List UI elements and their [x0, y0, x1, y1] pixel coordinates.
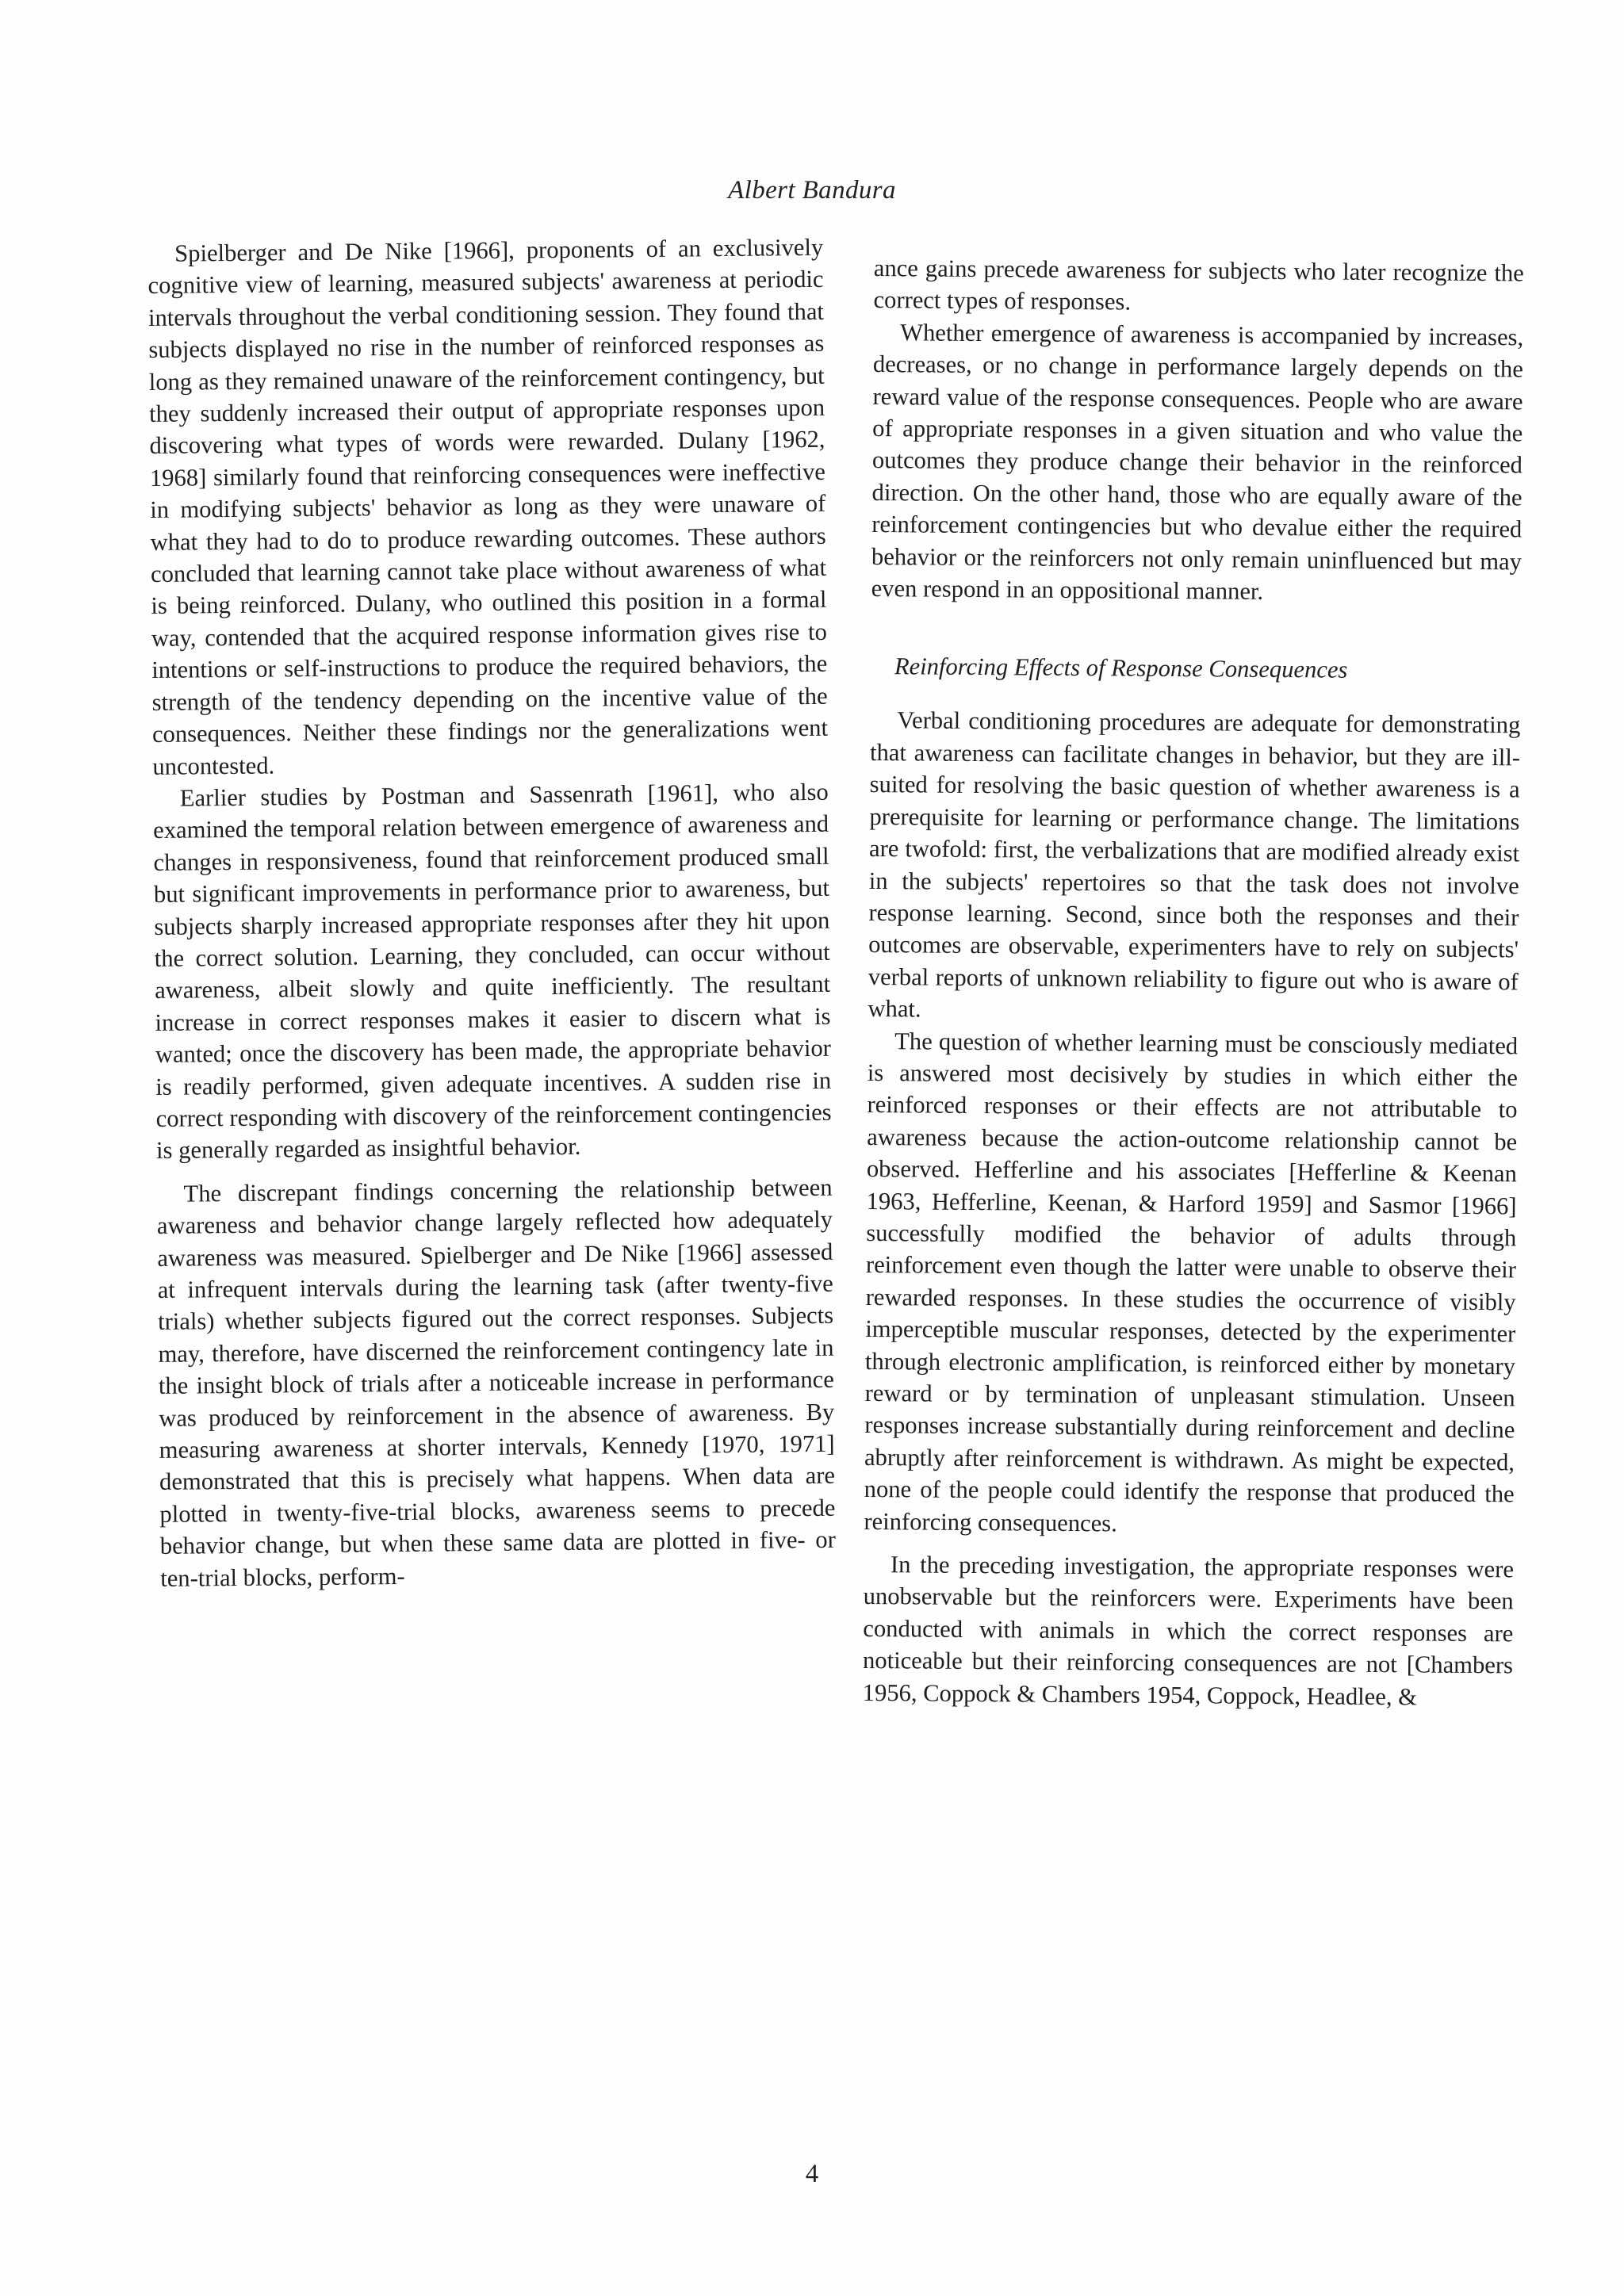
section-heading: Reinforcing Effects of Response Consequences: [894, 652, 1348, 684]
left-column: [147, 232, 836, 1594]
paragraph: Whether emergence of awareness is accompanied by increases, decreases, or no change in performance largely depends on the reward value of the response consequences. People who are aware of appropriate responses in a given situation and who value the outcomes they produce change their behavior in the reinforced direction. On the other hand, those who are equally aware of the reinforcement contingencies but who devalue either the required behavior or the reinforcers not only remain uninfluenced but may even respond in an oppositional manner.: [871, 319, 1524, 605]
paragraph: Verbal conditioning procedures are adequate for demonstrating that awareness can facilitate changes in behavior, but they are ill-suited for resolving the basic question of whether awareness is a prerequisite for learning or performance change. The limitations are twofold: first, the verbalizations that are modified already exist in the subjects' repertoires so that the task does not involve response learning. Second, since both the responses and their outcomes are observable, experimenters have to rely on subjects' verbal reports of unknown reliability to figure out who is aware of what.: [868, 706, 1521, 1023]
right-column: [863, 252, 1524, 1713]
paragraph: Spielberger and De Nike [1966], proponents of an exclusively cognitive view of learning, measured subjects' awareness at periodic intervals throughout the verbal conditioning session. They found that subjects displayed no rise in the number of reinforced responses as long as they remained unaware of the reinforcement contingency, but they suddenly increased their output of appropriate responses upon discovering what types of words were rewarded. Dulany [1962, 1968] similarly found that reinforcing consequences were ineffective in modifying subjects' behavior as long as they were unaware of what they had to do to produce rewarding outcomes. These authors concluded that learning cannot take place without awareness of what is being reinforced. Dulany, who outlined this position in a formal way, contended that the acquired response information gives rise to intentions or self-instructions to produce the required behaviors, the strength of the tendency depending on the incentive value of the consequences. Neither these findings nor the generalizations went uncontested.: [147, 233, 829, 780]
paragraph: The question of whether learning must be consciously mediated is answered most decisively by studies in which either the reinforced responses or their effects are not attributable to awareness because the action-outcome relationship cannot be observed. Hefferline and his associates [Hefferline & Keenan 1963, Hefferline, Keenan, & Harford 1959] and Sasmor [1966] successfully modified the behavior of adults through reinforcement even though the latter were unable to observe their rewarded responses. In these studies the occurrence of visibly imperceptible muscular responses, detected by the experimenter through electronic amplification, is reinforced either by monetary reward or by termination of unpleasant stimulation. Unseen responses increase substantially during reinforcement and decline abruptly after reinforcement is withdrawn. As might be expected, none of the people could identify the response that produced the reinforcing consequences.: [864, 1027, 1519, 1537]
paragraph: ance gains precede awareness for subjects who later recognize the correct types of responses.: [873, 254, 1524, 316]
running-head: Albert Bandura: [728, 176, 896, 205]
paragraph: The discrepant findings concerning the relationship between awareness and behavior change largely reflected how adequately awareness was measured. Spielberger and De Nike [1966] assessed at infrequent intervals during the learning task (after twenty-five trials) whether subjects figured out the correct responses. Subjects may, therefore, have discerned the reinforcement contingency late in the insight block of trials after a noticeable increase in performance was produced by reinforcement in the absence of awareness. By measuring awareness at shorter intervals, Kennedy [1970, 1971] demonstrated that this is precisely what happens. When data are plotted in twenty-five-trial blocks, awareness seems to precede behavior change, but when these same data are plotted in five- or ten-trial blocks, perform-: [156, 1173, 836, 1592]
paragraph: In the preceding investigation, the appropriate responses were unobservable but the reinforcers were. Experiments have been conducted with animals in which the correct responses are noticeable but their reinforcing consequences are not [Chambers 1956, Coppock & Chambers 1954, Coppock, Headlee, &: [862, 1551, 1515, 1711]
page-number: 4: [805, 2160, 819, 2188]
paragraph: Earlier studies by Postman and Sassenrath [1961], who also examined the temporal relation between emergence of awareness and changes in responsiveness, found that reinforcement produced small but significant improvements in performance prior to awareness, but subjects sharply increased appropriate responses after they hit upon the correct solution. Learning, they concluded, can occur without awareness, albeit slowly and quite inefficiently. The resultant increase in correct responses makes it easier to discern what is wanted; once the discovery has been made, the appropriate behavior is readily performed, given adequate incentives. A sudden rise in correct responding with discovery of the reinforcement contingencies is generally regarded as insightful behavior.: [153, 778, 832, 1165]
